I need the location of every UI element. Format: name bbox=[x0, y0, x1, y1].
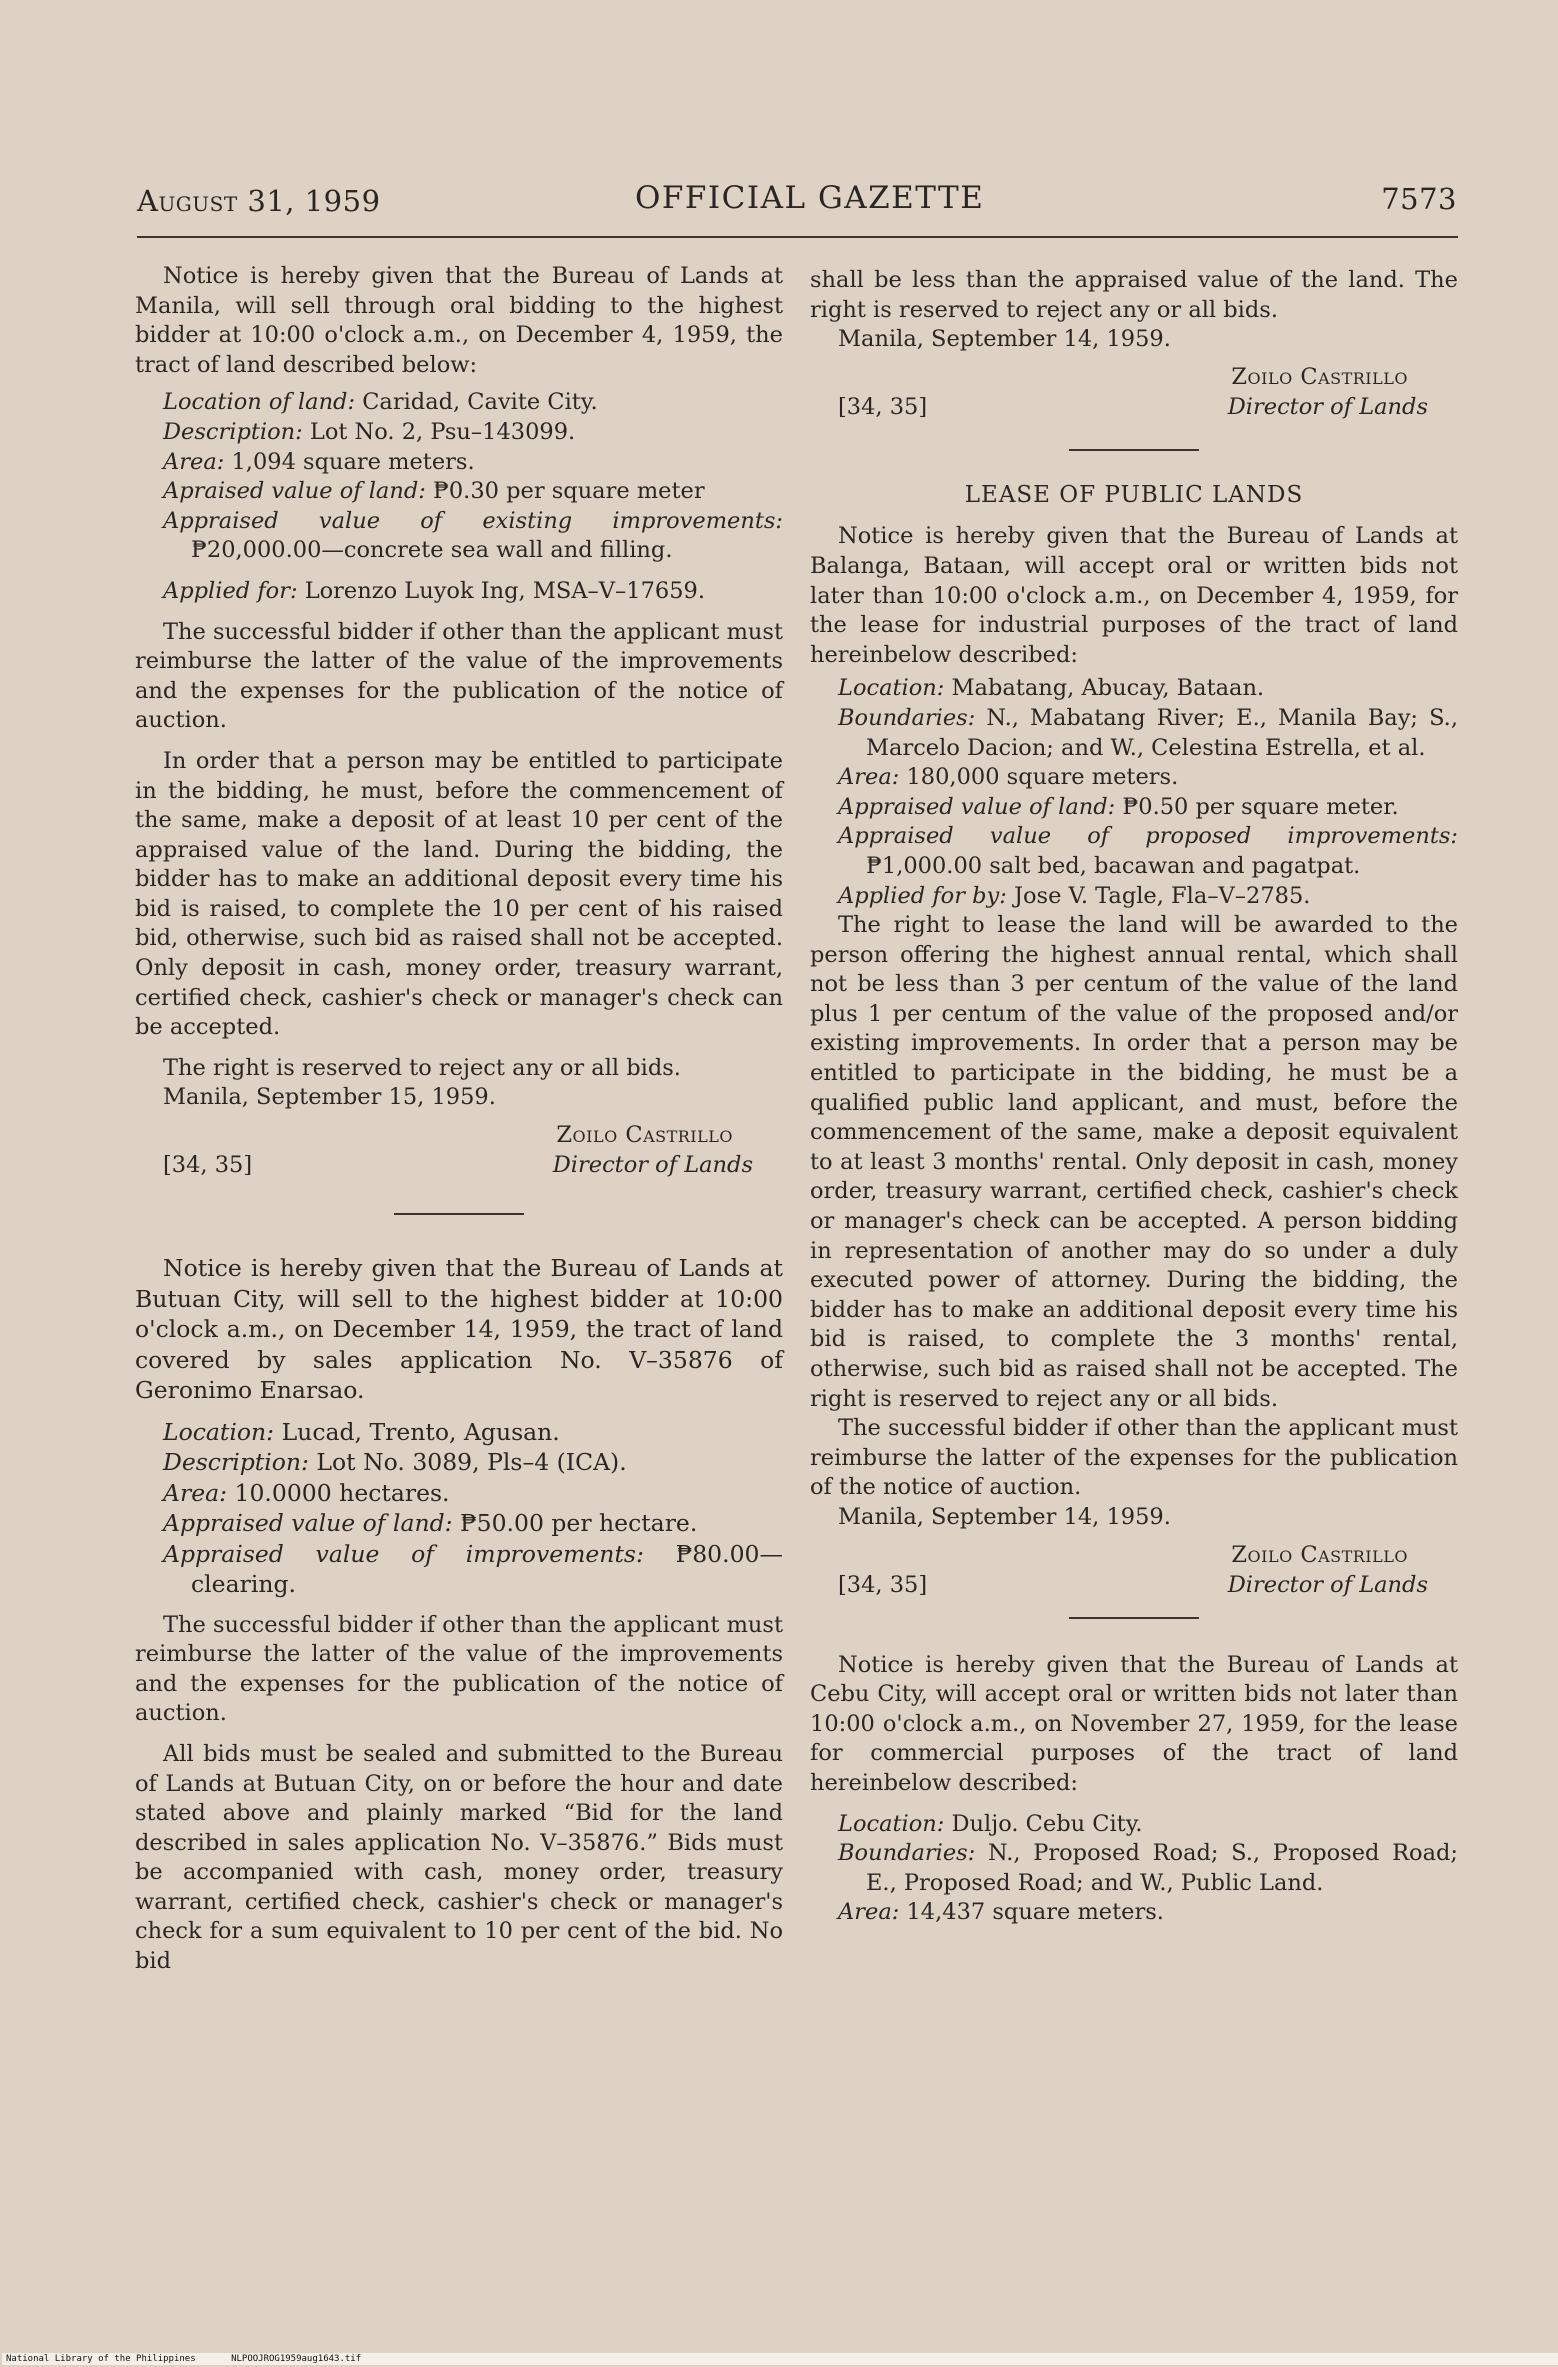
section-divider bbox=[1069, 1617, 1199, 1619]
area-line bbox=[135, 1478, 783, 1509]
location-label: Location of land: bbox=[163, 389, 356, 416]
location-value: Lucad, Trento, Agusan. bbox=[281, 1417, 560, 1446]
appraised-improvements-label: Appraised value of proposed improvements: bbox=[838, 823, 1458, 850]
lease-award-paragraph: The right to lease the land will be awarded to the person offering the highest annual rental, which shall not be less than 3 per centum of the value of the land plus 1 per centum of the value of the proposed and/or existing improvements. In order that a person may be entitled to participate in the bidding, he must be a qualified public land applicant, and must, before the commencement of the same, make a deposit equivalent to at least 3 months' rental. Only deposit in cash, money order, treasury warrant, certified check, cashier's check or manager's check can be accepted. A person bidding in representation of another may do so under a duly executed power of attorney. During the bidding, the bidder has to make an additional deposit every time his bid is raised, to complete the 3 months' rental, otherwise, such bid as raised shall not be accepted. The right is reserved to reject any or all bids. bbox=[810, 912, 1458, 1412]
applied-value: Lorenzo Luyok Ing, MSA–V–17659. bbox=[304, 577, 706, 604]
description-label: Description: bbox=[163, 1448, 309, 1477]
appraised-land-label: Apraised value of land: bbox=[163, 478, 426, 505]
area-value: 1,094 square meters. bbox=[231, 448, 475, 475]
area-value: 14,437 square meters. bbox=[906, 1899, 1164, 1926]
appraised-improvements-value: ₱20,000.00—concrete sea wall and filling. bbox=[191, 537, 673, 564]
location-label: Location: bbox=[163, 1417, 275, 1446]
appraised-land-line bbox=[135, 1508, 783, 1539]
notice-balanga-lease bbox=[810, 522, 1458, 1602]
footer-filename: NLPOOJROG1959aug1643.tif bbox=[231, 2354, 362, 2364]
location-line bbox=[810, 674, 1458, 704]
notice-intro: Notice is hereby given that the Bureau of Lands at Cebu City, will accept oral or written bids not later than 10:00 o'clock a.m., on November 27, 1959, for the lease for commercial purposes of the tract of land hereinbelow described: bbox=[810, 1651, 1458, 1796]
dated-line: Manila, September 15, 1959. bbox=[163, 1084, 496, 1111]
boundaries-label: Boundaries: bbox=[838, 704, 976, 731]
issue-reference: [34, 35] bbox=[163, 1152, 253, 1179]
applied-line bbox=[135, 577, 783, 607]
page-header bbox=[137, 176, 1457, 226]
notice-butuan-sale bbox=[135, 1253, 783, 1977]
description-line bbox=[135, 418, 783, 448]
appraised-improvements-label: Appraised value of existing improvements: bbox=[163, 507, 783, 534]
signer-name: Zoilo Castrillo bbox=[1231, 1541, 1408, 1568]
boundaries-value: N., Mabatang River; E., Manila Bay; S., Marcelo Dacion; and W., Celestina Estrella, et al. bbox=[866, 704, 1458, 761]
header-date: August 31, 1959 bbox=[137, 184, 381, 218]
applied-value: Jose V. Tagle, Fla–V–2785. bbox=[1013, 882, 1311, 909]
issue-reference: [34, 35] bbox=[838, 393, 928, 420]
signer-name: Zoilo Castrillo bbox=[556, 1122, 733, 1149]
area-label: Area: bbox=[838, 764, 900, 791]
signer-title: Director of Lands bbox=[552, 1152, 753, 1179]
area-label: Area: bbox=[163, 448, 225, 475]
deposit-paragraph: In order that a person may be entitled to participate in the bidding, he must, before the commencement of the same, make a deposit of at least 10 per cent of the appraised value of the land. During the bidding, the bidder has to make an additional deposit every time his bid is raised, to complete the 10 per cent of his raised bid, otherwise, such bid as raised shall not be accepted. Only deposit in cash, money order, treasury warrant, certified check, cashier's check or manager's check can be accepted. bbox=[135, 747, 783, 1041]
signer-name: Zoilo Castrillo bbox=[1231, 363, 1408, 390]
applied-label: Applied for: bbox=[163, 577, 298, 604]
appraised-improvements-value: ₱1,000.00 salt bed, bacawan and pagatpat. bbox=[866, 852, 1361, 879]
area-line bbox=[810, 1898, 1458, 1928]
appraised-land-line bbox=[810, 793, 1458, 823]
page-number: 7573 bbox=[1381, 182, 1457, 216]
notice-manila-sale bbox=[135, 262, 783, 1183]
appraised-improvements-label: Appraised value of improvements: bbox=[163, 1539, 644, 1568]
notice-intro: Notice is hereby given that the Bureau of Lands at Manila, will sell through oral bidding to the highest bidder at 10:00 o'clock a.m., on December 4, 1959, the tract of land described below: bbox=[135, 263, 783, 378]
issue-reference: [34, 35] bbox=[838, 1571, 928, 1598]
applied-line bbox=[810, 882, 1458, 912]
signature-block bbox=[810, 363, 1458, 425]
signer-title: Director of Lands bbox=[1227, 393, 1428, 420]
reimburse-paragraph: The successful bidder if other than the applicant must reimburse the latter of the value of the improvements and the expenses for the publication of the notice of auction. bbox=[135, 618, 783, 734]
location-value: Duljo. Cebu City. bbox=[951, 1810, 1143, 1837]
location-label: Location: bbox=[838, 675, 945, 702]
notice-intro: Notice is hereby given that the Bureau of Lands at Butuan City, will sell to the highest bidder at 10:00 o'clock a.m., on December 14, 1959, the tract of land covered by sales application No. V–35876 of Geronimo Enarsao. bbox=[135, 1254, 783, 1405]
boundaries-label: Boundaries: bbox=[838, 1840, 976, 1867]
appraised-land-value: ₱50.00 per hectare. bbox=[460, 1509, 698, 1538]
description-line bbox=[135, 1447, 783, 1478]
area-label: Area: bbox=[838, 1899, 900, 1926]
appraised-land-line bbox=[135, 477, 783, 507]
area-line bbox=[135, 448, 783, 478]
area-value: 180,000 square meters. bbox=[906, 764, 1179, 791]
reimburse-paragraph: The successful bidder if other than the applicant must reimburse the latter of the value of the improvements and the expenses for the publication of the notice of auction. bbox=[135, 1611, 783, 1727]
location-line bbox=[135, 1417, 783, 1448]
header-title: OFFICIAL GAZETTE bbox=[635, 180, 985, 216]
appraised-land-label: Appraised value of land: bbox=[163, 1509, 453, 1538]
boundaries-line bbox=[810, 1839, 1458, 1898]
reserve-paragraph: The right is reserved to reject any or all bids. bbox=[163, 1054, 681, 1081]
location-line bbox=[135, 388, 783, 418]
boundaries-value: N., Proposed Road; S., Proposed Road; E., Proposed Road; and W., Public Land. bbox=[866, 1840, 1459, 1896]
footer-library: National Library of the Philippines bbox=[6, 2354, 196, 2364]
continued-paragraph: shall be less than the appraised value of the land. The right is reserved to reject any or all bids. bbox=[810, 267, 1458, 323]
right-column bbox=[810, 266, 1458, 1928]
section-divider bbox=[1069, 449, 1199, 451]
signer-title: Director of Lands bbox=[1227, 1571, 1428, 1598]
location-line bbox=[810, 1810, 1458, 1840]
description-value: Lot No. 3089, Pls–4 (ICA). bbox=[316, 1448, 627, 1477]
notice-cebu-lease bbox=[810, 1651, 1458, 1928]
appraised-land-label: Appraised value of land: bbox=[838, 793, 1116, 820]
notice-butuan-sale-continued bbox=[810, 266, 1458, 425]
description-value: Lot No. 2, Psu–143099. bbox=[309, 418, 576, 445]
area-label: Area: bbox=[163, 1478, 228, 1507]
applied-label: Applied for by: bbox=[838, 882, 1007, 909]
sealed-bids-paragraph: All bids must be sealed and submitted to the Bureau of Lands at Butuan City, on or before the hour and date stated above and plainly marked “Bid for the land described in sales application No. V–35876.” Bids must be accompanied with cash, money order, treasury warrant, certified check, cashier's check or manager's check for a sum equivalent to 10 per cent of the bid. No bid bbox=[135, 1740, 783, 1975]
section-divider bbox=[394, 1213, 524, 1215]
appraised-improvements-value: ₱80.00—clearing. bbox=[191, 1539, 783, 1599]
appraised-land-value: ₱0.30 per square meter bbox=[432, 478, 705, 505]
description-label: Description: bbox=[163, 418, 303, 445]
appraised-improvements-line bbox=[135, 507, 783, 566]
scan-footer bbox=[2, 2353, 1558, 2365]
signature-block bbox=[810, 1541, 1458, 1603]
left-column bbox=[135, 262, 783, 1977]
area-value: 10.0000 hectares. bbox=[234, 1478, 450, 1507]
location-value: Mabatang, Abucay, Bataan. bbox=[951, 675, 1265, 702]
boundaries-line bbox=[810, 704, 1458, 763]
notice-intro: Notice is hereby given that the Bureau of Lands at Balanga, Bataan, will accept oral or written bids not later than 10:00 o'clock a.m., on December 4, 1959, for the lease for industrial purposes of the tract of land hereinbelow described: bbox=[810, 523, 1458, 668]
appraised-land-value: ₱0.50 per square meter. bbox=[1122, 793, 1399, 820]
appraised-improvements-line bbox=[810, 822, 1458, 881]
signature-block bbox=[135, 1121, 783, 1183]
header-rule bbox=[137, 236, 1458, 238]
appraised-improvements-line bbox=[135, 1539, 783, 1600]
location-value: Caridad, Cavite City. bbox=[362, 389, 598, 416]
area-line bbox=[810, 763, 1458, 793]
reimburse-paragraph: The successful bidder if other than the applicant must reimburse the latter of the expenses for the publication of the notice of auction. bbox=[810, 1415, 1458, 1501]
dated-line: Manila, September 14, 1959. bbox=[838, 326, 1171, 353]
location-label: Location: bbox=[838, 1810, 945, 1837]
lease-section-heading: LEASE OF PUBLIC LANDS bbox=[964, 481, 1304, 508]
dated-line: Manila, September 14, 1959. bbox=[838, 1503, 1171, 1530]
